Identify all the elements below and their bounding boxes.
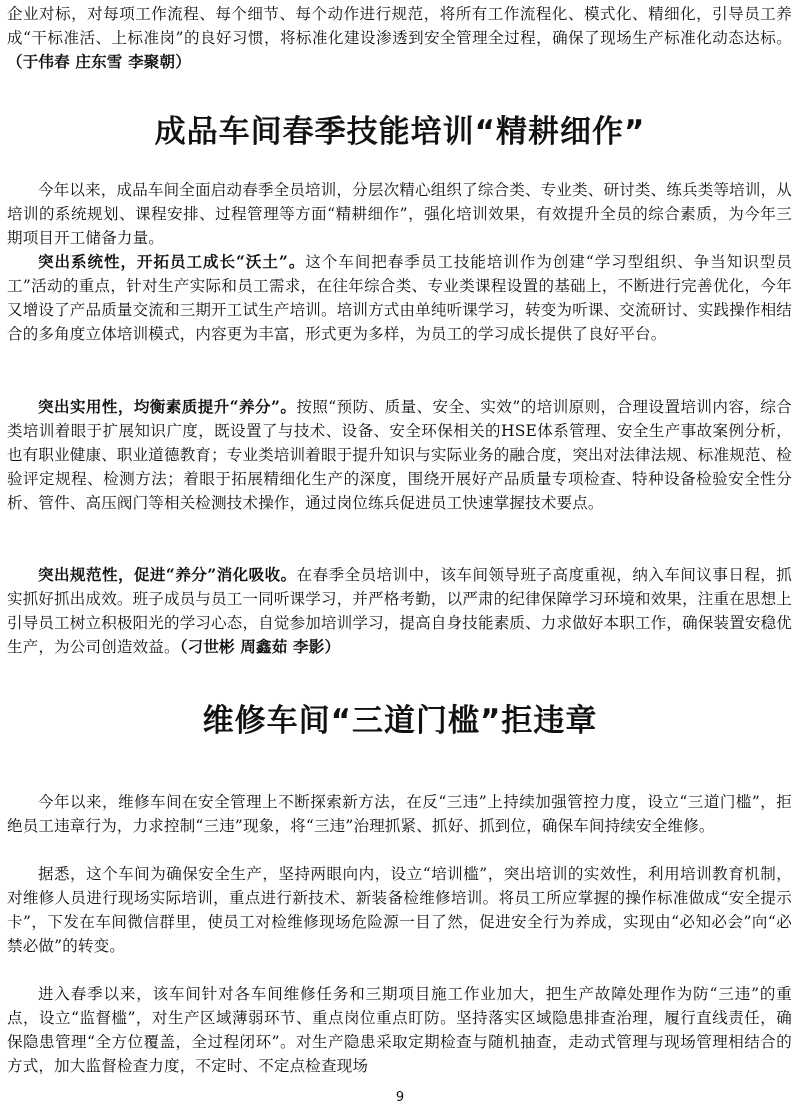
- article1-paragraph-1: 今年以来，成品车间全面启动春季全员培训，分层次精心组织了综合类、专业类、研讨类、练兵类等培训，从培训的系统规划、课程安排、过程管理等方面“精耕细作”，强化培训效果，有效提升全员的综合素质，为今年三期项目开工储备力量。: [7, 181, 792, 247]
- article1-p2-lead: 突出系统性，开拓员工成长“沃土”。: [38, 252, 306, 271]
- article1-p4-text: 在春季全员培训中，该车间领导班子高度重视，纳入车间议事日程，抓实抓好抓出成效。班子成员与员工一同听课学习，并严格考勤，以严肃的纪律保障学习环境和效果，注重在思想上引导员工树立积极阳光的学习心态，自觉参加培训学习，提高自身技能素质、力求做好本职工作，确保装置安稳优生产，为公司创造效益。: [7, 566, 793, 656]
- article1-p4-lead: 突出规范性，促进“养分”消化吸收。: [38, 565, 297, 584]
- article1-p2-text: 这个车间把春季员工技能培训作为创建“学习型组织、争当知识型员工”活动的重点，针对生产实际和员工需求，在往年综合类、专业类课程设置的基础上，不断进行完善优化，今年又增设了产品质量交流和三期开工试生产培训。培训方式由单纯听课学习，转变为听课、交流研讨、实践操作相结合的多角度立体培训模式，内容更为丰富，形式更为多样，为员工的学习成长提供了良好平台。: [7, 253, 793, 343]
- intro-paragraph: [7, 2, 792, 74]
- intro-authors: （于伟春 庄东雪 李聚朝）: [7, 52, 191, 71]
- article1-authors: （刁世彬 周鑫茹 李影）: [179, 637, 341, 656]
- article2-paragraph-3: 进入春季以来，该车间针对各车间维修任务和三期项目施工作业加大，把生产故障处理作为防“三违”的重点，设立“监督槛”，对生产区域薄弱环节、重点岗位重点盯防。坚持落实区域隐患排查治理，履行直线责任，确保隐患管理“全方位覆盖，全过程闭环”。对生产隐患采取定期检查与随机抽查，走动式管理与现场管理相结合的方式，加大监督检查力度，不定时、不定点检查现场: [7, 985, 792, 1075]
- article1-p3-lead: 突出实用性，均衡素质提升“养分”。: [38, 397, 297, 416]
- article1-paragraph-2: [7, 250, 792, 346]
- article1-paragraph-3: [7, 395, 792, 515]
- page-number: 9: [395, 1090, 405, 1105]
- intro-text: 企业对标，对每项工作流程、每个细节、每个动作进行规范，将所有工作流程化、模式化、精细化，引导员工养成“干标准活、上标准岗”的良好习惯，将标准化建设渗透到安全管理全过程，确保了现场生产标准化动态达标。: [7, 5, 792, 47]
- article1-title: 成品车间春季技能培训“精耕细作”: [154, 114, 646, 150]
- article2-paragraph-2: 据悉，这个车间为确保安全生产，坚持两眼向内，设立“培训槛”，突出培训的实效性，利用培训教育机制，对维修人员进行现场实际培训，重点进行新技术、新装备检维修培训。将员工所应掌握的操作标准做成“安全提示卡”，下发在车间微信群里，使员工对检维修现场危险源一目了然，促进安全行为养成，实现由“必知必会”向“必禁必做”的转变。: [7, 865, 792, 955]
- article1-p3-text: 按照“预防、质量、安全、实效”的培训原则，合理设置培训内容，综合类培训着眼于扩展知识广度，既设置了与技术、设备、安全环保相关的HSE体系管理、安全生产事故案例分析，也有职业健康、职业道德教育；专业类培训着眼于提升知识与实际业务的融合度，突出对法律法规、标准规范、检验评定规程、检测方法；着眼于拓展精细化生产的深度，围绕开展好产品质量专项检查、特种设备检验安全性分析、管件、高压阀门等相关检测技术操作，通过岗位练兵促进员工快速掌握技术要点。: [7, 398, 793, 512]
- article2-paragraph-1: 今年以来，维修车间在安全管理上不断探索新方法，在反“三违”上持续加强管控力度，设立“三道门槛”，拒绝员工违章行为，力求控制“三违”现象，将“三违”治理抓紧、抓好、抓到位，确保车间持续安全维修。: [7, 793, 792, 835]
- article1-paragraph-4: [7, 563, 792, 659]
- article2-title: 维修车间“三道门槛”拒违章: [202, 703, 598, 739]
